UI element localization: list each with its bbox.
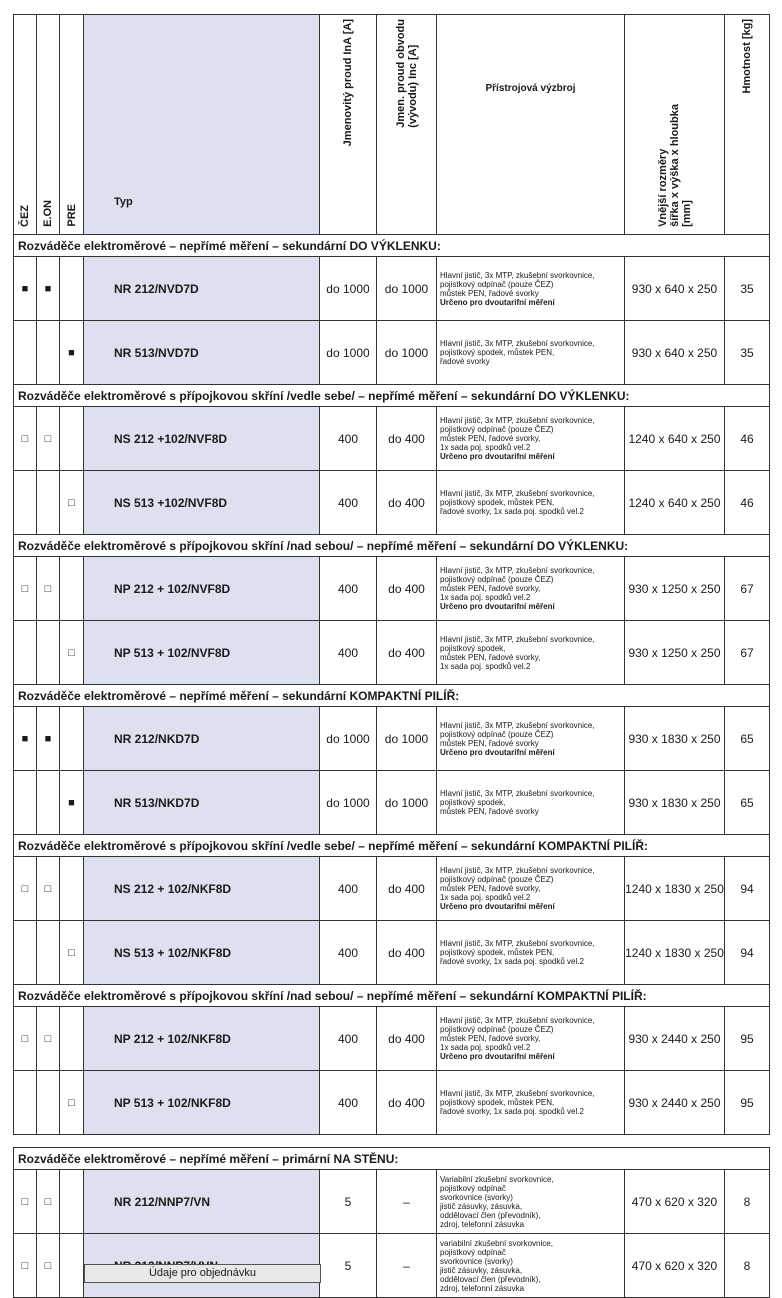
cez-marker: [14, 621, 37, 685]
circuit-current: do 400: [377, 921, 437, 985]
product-type: NR 513/NKD7D: [84, 771, 320, 835]
product-type: NS 513 +102/NVF8D: [84, 471, 320, 535]
section-title-row: [14, 835, 770, 857]
weight: 95: [725, 1007, 770, 1071]
pre-marker: [60, 707, 84, 771]
eon-marker: [37, 621, 60, 685]
equipment-cell: [437, 1007, 625, 1071]
table-body: [14, 235, 770, 1298]
pre-marker: ■: [60, 321, 84, 385]
product-type: NP 513 + 102/NKF8D: [84, 1071, 320, 1135]
rated-current: 400: [320, 1007, 377, 1071]
cez-marker: □: [14, 1007, 37, 1071]
cez-marker: □: [14, 1234, 37, 1298]
equipment-text: Hlavní jistič, 3x MTP, zkušební svorkovnice, pojistkový odpínač (pouze ČEZ) můstek PEN, řadové svorky: [440, 720, 595, 748]
table-row: [14, 857, 770, 921]
section-title: Rozváděče elektroměrové s přípojkovou skříní /nad sebou/ – nepřímé měření – sekundární KOMPAKTNÍ PILÍŘ:: [14, 985, 770, 1007]
product-table: [13, 14, 770, 1298]
equipment-text: Hlavní jistič, 3x MTP, zkušební svorkovnice, pojistkový odpínač (pouze ČEZ) můstek PEN, řadové svorky, 1x sada poj. spodků vel.2: [440, 866, 595, 902]
eon-marker: □: [37, 1007, 60, 1071]
cez-marker: [14, 1071, 37, 1135]
cez-marker: □: [14, 1170, 37, 1234]
section-gap: [14, 1135, 770, 1148]
section-title: Rozváděče elektroměrové s přípojkovou skříní /vedle sebe/ – nepřímé měření – sekundární DO VÝKLENKU:: [14, 385, 770, 407]
section-title: Rozváděče elektroměrové s přípojkovou skříní /vedle sebe/ – nepřímé měření – sekundární KOMPAKTNÍ PILÍŘ:: [14, 835, 770, 857]
eon-marker: □: [37, 1170, 60, 1234]
circuit-current: do 400: [377, 1007, 437, 1071]
eon-marker: [37, 321, 60, 385]
equipment-text: Hlavní jistič, 3x MTP, zkušební svorkovnice, pojistkový spodek, můstek PEN, řadové svorky, 1x sada poj. spodků vel.2: [440, 939, 595, 966]
equipment-cell: [437, 257, 625, 321]
pre-marker: [60, 407, 84, 471]
pre-marker: [60, 1007, 84, 1071]
section-title-row: [14, 385, 770, 407]
equipment-cell: [437, 1071, 625, 1135]
dimensions: 930 x 640 x 250: [625, 321, 725, 385]
table-row: [14, 707, 770, 771]
header-pre: PRE: [60, 15, 84, 235]
equipment-text: Hlavní jistič, 3x MTP, zkušební svorkovnice, pojistkový spodek, můstek PEN, řadové svorky: [440, 789, 595, 816]
dimensions: 1240 x 1830 x 250: [625, 857, 725, 921]
pre-marker: [60, 1234, 84, 1298]
rated-current: do 1000: [320, 321, 377, 385]
eon-marker: □: [37, 1234, 60, 1298]
equipment-text: Hlavní jistič, 3x MTP, zkušební svorkovnice, pojistkový odpínač (pouze ČEZ) můstek PEN, řadové svorky, 1x sada poj. spodků vel.2: [440, 416, 595, 452]
product-type: NR 212/NKD7D: [84, 707, 320, 771]
header-equipment: Přístrojová výzbroj: [437, 15, 625, 235]
weight: 35: [725, 257, 770, 321]
table-row: [14, 471, 770, 535]
eon-marker: ■: [37, 707, 60, 771]
equipment-text: Hlavní jistič, 3x MTP, zkušební svorkovnice, pojistkový odpínač (pouze ČEZ) můstek PEN, řadové svorky: [440, 270, 595, 298]
circuit-current: do 1000: [377, 707, 437, 771]
rated-current: 5: [320, 1170, 377, 1234]
dimensions: 930 x 640 x 250: [625, 257, 725, 321]
circuit-current: do 400: [377, 1071, 437, 1135]
header-weight: Hmotnost [kg]: [725, 15, 770, 235]
equipment-note: Určeno pro dvoutarifní měření: [440, 747, 555, 757]
dimensions: 930 x 1250 x 250: [625, 557, 725, 621]
eon-marker: [37, 921, 60, 985]
header-dimensions: Vnější rozměry šířka x výška x hloubka [mm]: [625, 15, 725, 235]
pre-marker: [60, 257, 84, 321]
equipment-text: variabilní zkušební svorkovnice, pojistkový odpínač svorkovnice (svorky) jistič zásuvky, zásuvka, oddělovací člen (převodník), zdroj, telefonní zásuvka: [440, 1238, 553, 1293]
rated-current: do 1000: [320, 771, 377, 835]
product-type: NR 212/NNP7/VN: [84, 1170, 320, 1234]
circuit-current: do 1000: [377, 257, 437, 321]
circuit-current: –: [377, 1170, 437, 1234]
rated-current: 400: [320, 557, 377, 621]
product-type: NP 513 + 102/NVF8D: [84, 621, 320, 685]
cez-marker: ■: [14, 707, 37, 771]
table-row: [14, 1071, 770, 1135]
cez-marker: [14, 471, 37, 535]
equipment-cell: [437, 407, 625, 471]
equipment-text: Hlavní jistič, 3x MTP, zkušební svorkovnice, pojistkový spodek, můstek PEN, řadové svorky, 1x sada poj. spodků vel.2: [440, 1089, 595, 1116]
weight: 94: [725, 857, 770, 921]
eon-marker: □: [37, 557, 60, 621]
equipment-text: Hlavní jistič, 3x MTP, zkušební svorkovnice, pojistkový spodek, můstek PEN, řadové svorky, 1x sada poj. spodků vel.2: [440, 634, 595, 671]
section-title: Rozváděče elektroměrové – nepřímé měření – primární NA STĚNU:: [14, 1148, 770, 1170]
pre-marker: □: [60, 1071, 84, 1135]
section-title: Rozváděče elektroměrové s přípojkovou skříní /nad sebou/ – nepřímé měření – sekundární DO VÝKLENKU:: [14, 535, 770, 557]
weight: 8: [725, 1234, 770, 1298]
table-row: [14, 257, 770, 321]
weight: 95: [725, 1071, 770, 1135]
section-title-row: [14, 685, 770, 707]
rated-current: 400: [320, 921, 377, 985]
equipment-cell: [437, 1170, 625, 1234]
product-type: NS 212 + 102/NKF8D: [84, 857, 320, 921]
table-row: [14, 771, 770, 835]
section-title: Rozváděče elektroměrové – nepřímé měření – sekundární DO VÝKLENKU:: [14, 235, 770, 257]
header-cez: ČEZ: [14, 15, 37, 235]
rated-current: 400: [320, 1071, 377, 1135]
pre-marker: [60, 557, 84, 621]
header-circuit-current: Jmen. proud obvodu (vývodu) Inc [A]: [377, 15, 437, 235]
pre-marker: □: [60, 621, 84, 685]
product-type: NS 212 +102/NVF8D: [84, 407, 320, 471]
equipment-cell: [437, 321, 625, 385]
equipment-text: Hlavní jistič, 3x MTP, zkušební svorkovnice, pojistkový spodek, můstek PEN, řadové svorky: [440, 339, 595, 366]
circuit-current: do 400: [377, 557, 437, 621]
weight: 67: [725, 621, 770, 685]
table-row: [14, 407, 770, 471]
eon-marker: [37, 1071, 60, 1135]
cez-marker: [14, 321, 37, 385]
rated-current: do 1000: [320, 707, 377, 771]
circuit-current: do 400: [377, 857, 437, 921]
circuit-current: do 400: [377, 471, 437, 535]
pre-marker: [60, 857, 84, 921]
weight: 35: [725, 321, 770, 385]
header-eon: E.ON: [37, 15, 60, 235]
circuit-current: do 400: [377, 621, 437, 685]
section-title-row: [14, 985, 770, 1007]
section-title-row: [14, 535, 770, 557]
circuit-current: do 1000: [377, 771, 437, 835]
product-type: NR 212/NVD7D: [84, 257, 320, 321]
table-row: [14, 1007, 770, 1071]
dimensions: 930 x 1830 x 250: [625, 771, 725, 835]
cez-marker: [14, 921, 37, 985]
order-info-label: Údaje pro objednávku: [84, 1264, 321, 1283]
eon-marker: ■: [37, 257, 60, 321]
equipment-cell: [437, 621, 625, 685]
rated-current: do 1000: [320, 257, 377, 321]
equipment-cell: [437, 471, 625, 535]
weight: 67: [725, 557, 770, 621]
weight: 65: [725, 707, 770, 771]
section-title-row: [14, 235, 770, 257]
equipment-note: Určeno pro dvoutarifní měření: [440, 1052, 555, 1061]
equipment-note: Určeno pro dvoutarifní měření: [440, 902, 555, 911]
cez-marker: □: [14, 407, 37, 471]
section-title: Rozváděče elektroměrové – nepřímé měření – sekundární KOMPAKTNÍ PILÍŘ:: [14, 685, 770, 707]
pre-marker: [60, 1170, 84, 1234]
header-typ: Typ: [84, 15, 320, 235]
equipment-cell: [437, 857, 625, 921]
pre-marker: □: [60, 471, 84, 535]
dimensions: 1240 x 640 x 250: [625, 407, 725, 471]
cez-marker: □: [14, 857, 37, 921]
eon-marker: □: [37, 857, 60, 921]
product-type: NP 212 + 102/NKF8D: [84, 1007, 320, 1071]
dimensions: 1240 x 1830 x 250: [625, 921, 725, 985]
table-row: [14, 1170, 770, 1234]
dimensions: 1240 x 640 x 250: [625, 471, 725, 535]
equipment-cell: [437, 1234, 625, 1298]
cez-marker: □: [14, 557, 37, 621]
dimensions: 470 x 620 x 320: [625, 1170, 725, 1234]
equipment-note: Určeno pro dvoutarifní měření: [440, 297, 555, 307]
equipment-cell: [437, 771, 625, 835]
header-current: Jmenovitý proud InA [A]: [320, 15, 377, 235]
table-row: [14, 621, 770, 685]
dimensions: 930 x 1250 x 250: [625, 621, 725, 685]
equipment-text: Hlavní jistič, 3x MTP, zkušební svorkovnice, pojistkový odpínač (pouze ČEZ) můstek PEN, řadové svorky, 1x sada poj. spodků vel.2: [440, 566, 595, 602]
eon-marker: [37, 471, 60, 535]
table-row: [14, 321, 770, 385]
rated-current: 5: [320, 1234, 377, 1298]
equipment-cell: [437, 921, 625, 985]
equipment-text: Hlavní jistič, 3x MTP, zkušební svorkovnice, pojistkový spodek, můstek PEN, řadové svorky, 1x sada poj. spodků vel.2: [440, 489, 595, 516]
cez-marker: [14, 771, 37, 835]
dimensions: 470 x 620 x 320: [625, 1234, 725, 1298]
header-row: [14, 15, 770, 235]
equipment-text: Hlavní jistič, 3x MTP, zkušební svorkovnice, pojistkový odpínač (pouze ČEZ) můstek PEN, řadové svorky, 1x sada poj. spodků vel.2: [440, 1016, 595, 1052]
pre-marker: □: [60, 921, 84, 985]
weight: 65: [725, 771, 770, 835]
pre-marker: ■: [60, 771, 84, 835]
weight: 8: [725, 1170, 770, 1234]
rated-current: 400: [320, 471, 377, 535]
rated-current: 400: [320, 621, 377, 685]
circuit-current: do 1000: [377, 321, 437, 385]
circuit-current: do 400: [377, 407, 437, 471]
dimensions: 930 x 2440 x 250: [625, 1071, 725, 1135]
equipment-text: Variabilní zkušební svorkovnice, pojistkový odpínač svorkovnice (svorky) jistič zásuvky, zásuvka, oddělovací člen (převodník), zdroj, telefonní zásuvka: [440, 1174, 554, 1229]
cez-marker: ■: [14, 257, 37, 321]
eon-marker: [37, 771, 60, 835]
section-title-row: [14, 1148, 770, 1170]
table-row: [14, 921, 770, 985]
equipment-cell: [437, 707, 625, 771]
equipment-cell: [437, 557, 625, 621]
circuit-current: –: [377, 1234, 437, 1298]
rated-current: 400: [320, 407, 377, 471]
equipment-note: Určeno pro dvoutarifní měření: [440, 602, 555, 611]
eon-marker: □: [37, 407, 60, 471]
product-type: NS 513 + 102/NKF8D: [84, 921, 320, 985]
dimensions: 930 x 2440 x 250: [625, 1007, 725, 1071]
product-type: NP 212 + 102/NVF8D: [84, 557, 320, 621]
weight: 46: [725, 407, 770, 471]
dimensions: 930 x 1830 x 250: [625, 707, 725, 771]
product-type: NR 513/NVD7D: [84, 321, 320, 385]
equipment-note: Určeno pro dvoutarifní měření: [440, 452, 555, 461]
table-row: [14, 557, 770, 621]
weight: 46: [725, 471, 770, 535]
weight: 94: [725, 921, 770, 985]
rated-current: 400: [320, 857, 377, 921]
